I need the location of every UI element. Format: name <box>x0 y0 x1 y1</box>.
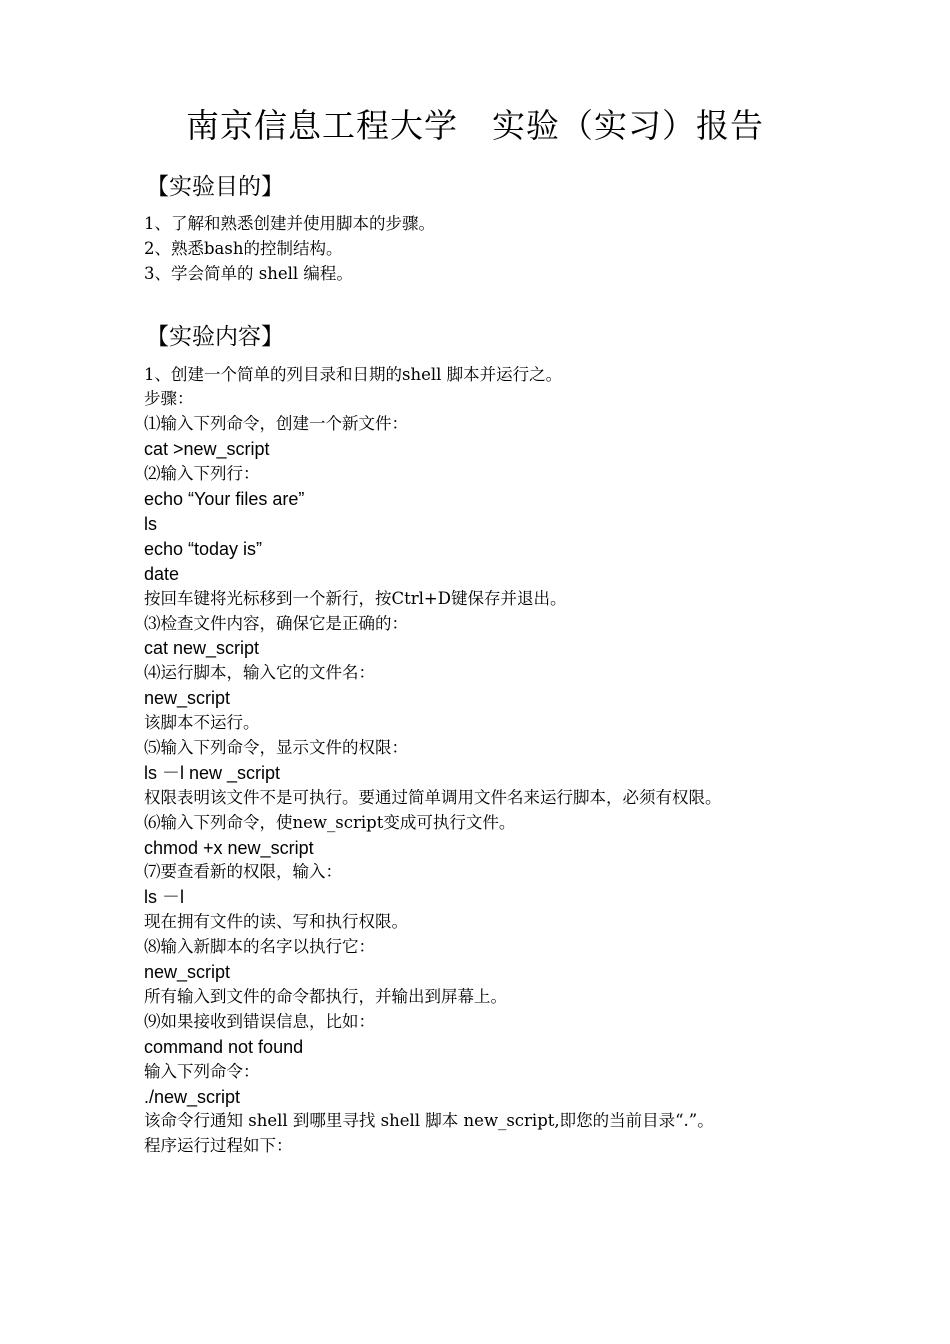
command-line: echo “Your files are” <box>144 489 305 509</box>
content-line: 程序运行过程如下： <box>144 1136 293 1155</box>
section-heading-content: 【实验内容】 <box>146 324 284 350</box>
command-line: chmod +x new_script <box>144 838 314 858</box>
content-line: ⑻输入新脚本的名字以执行它： <box>144 937 375 956</box>
content-line: 1、创建一个简单的列目录和日期的shell 脚本并运行之。 <box>144 365 563 384</box>
section-heading-purpose: 【实验目的】 <box>146 174 284 200</box>
command-line: new_script <box>144 962 231 982</box>
purpose-item: 2、熟悉bash的控制结构。 <box>144 239 343 258</box>
content-line: 现在拥有文件的读、写和执行权限。 <box>144 912 408 931</box>
command-line: ls －l <box>144 887 184 907</box>
content-line: 该脚本不运行。 <box>144 713 260 732</box>
content-line: 权限表明该文件不是可执行。要通过简单调用文件名来运行脚本，必须有权限。 <box>144 788 722 807</box>
content-line: ⑸输入下列命令，显示文件的权限： <box>144 738 408 757</box>
content-line: 输入下列命令： <box>144 1062 260 1081</box>
command-line: ./new_script <box>144 1087 241 1107</box>
content-line: ⑼如果接收到错误信息，比如： <box>144 1012 375 1031</box>
command-line: command not found <box>144 1037 304 1057</box>
purpose-item: 1、了解和熟悉创建并使用脚本的步骤。 <box>144 214 435 233</box>
content-line: ⑹输入下列命令，使new_script变成可执行文件。 <box>144 813 516 832</box>
purpose-item: 3、学会简单的 shell 编程。 <box>144 264 353 283</box>
command-line: new_script <box>144 688 231 708</box>
command-line: ls －l new _script <box>144 763 281 783</box>
content-line: 该命令行通知 shell 到哪里寻找 shell 脚本 new_script,即您的当前目录“.”。 <box>144 1111 714 1130</box>
command-line: date <box>144 564 180 584</box>
content-line: ⑵输入下列行： <box>144 464 260 483</box>
command-line: ls <box>144 514 157 534</box>
content-line: 按回车键将光标移到一个新行，按Ctrl+D键保存并退出。 <box>144 589 567 608</box>
command-line: echo “today is” <box>144 539 263 559</box>
content-line: ⑺要查看新的权限，输入： <box>144 862 342 881</box>
content-line: 步骤： <box>144 389 194 408</box>
content-line: ⑷运行脚本，输入它的文件名： <box>144 663 375 682</box>
content-line: 所有输入到文件的命令都执行，并输出到屏幕上。 <box>144 987 507 1006</box>
report-title: 南京信息工程大学 实验（实习）报告 <box>186 106 764 145</box>
content-line: ⑶检查文件内容，确保它是正确的： <box>144 614 408 633</box>
content-line: ⑴输入下列命令，创建一个新文件： <box>144 414 408 433</box>
command-line: cat new_script <box>144 638 260 658</box>
command-line: cat >new_script <box>144 439 270 459</box>
